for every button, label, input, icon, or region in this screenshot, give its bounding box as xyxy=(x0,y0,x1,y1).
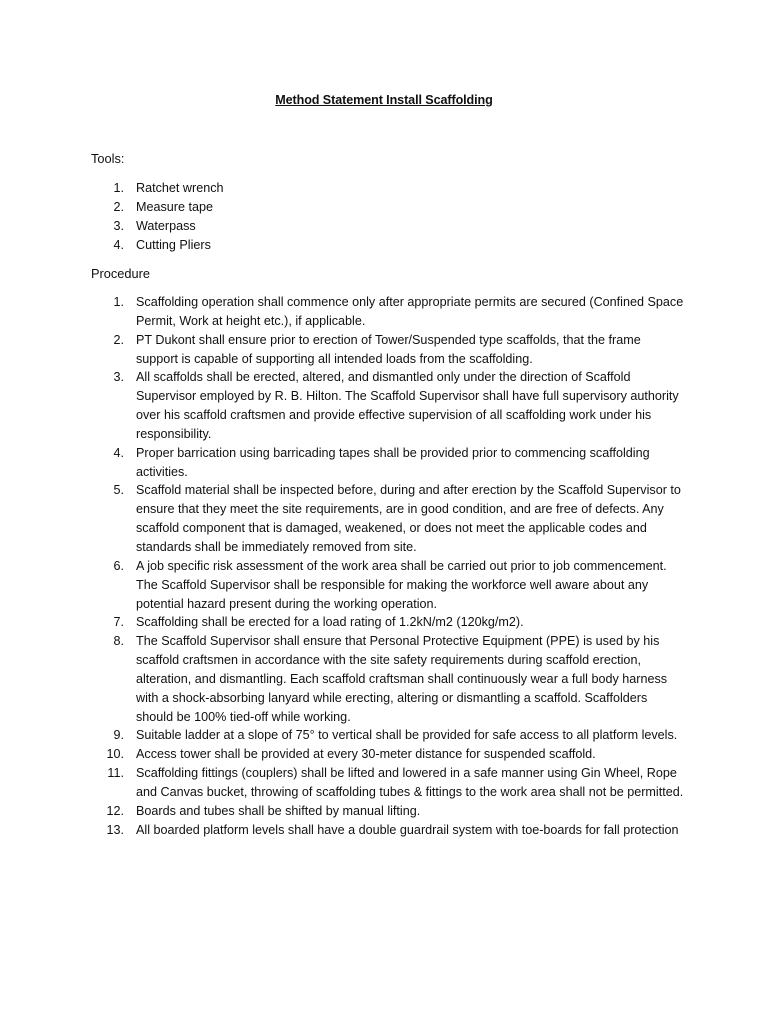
list-item-number: 6. xyxy=(113,558,124,573)
list-item-text: All boarded platform levels shall have a double guardrail system with toe-boards for fall protection xyxy=(136,822,679,837)
list-item-text: Cutting Pliers xyxy=(136,237,211,252)
document-title: Method Statement Install Scaffolding xyxy=(275,93,493,107)
list-item-text: Scaffolding fittings (couplers) shall be lifted and lowered in a safe manner using Gin Wheel, Rope and Canvas bucket, throwing of scaffolding tubes & fittings to the work area shall not be permitted. xyxy=(136,766,684,799)
procedure-list xyxy=(0,293,684,839)
procedure-heading: Procedure xyxy=(91,266,151,281)
procedure-step xyxy=(0,632,684,726)
tools-list xyxy=(0,179,536,254)
procedure-step xyxy=(0,821,684,840)
list-item-text: Scaffold material shall be inspected before, during and after erection by the Scaffold Supervisor to ensure that they meet the site requirements, are in good condition, and are free of defects. Any scaffold component that is damaged, weakened, or does not meet the applicable codes and standards shall be immediately removed from site. xyxy=(136,483,681,554)
list-item-text: Scaffolding shall be erected for a load rating of 1.2kN/m2 (120kg/m2). xyxy=(136,615,524,630)
list-item-number: 4. xyxy=(113,237,124,252)
list-item-number: 3. xyxy=(113,370,124,385)
list-item-text: A job specific risk assessment of the work area shall be carried out prior to job commencement. The Scaffold Supervisor shall be responsible for making the workforce well aware about any potential hazard present during the working operation. xyxy=(136,558,667,611)
list-item-text: Waterpass xyxy=(136,218,196,233)
procedure-step xyxy=(0,481,684,556)
list-item-text: Ratchet wrench xyxy=(136,181,224,195)
procedure-step xyxy=(0,331,684,369)
tool-item xyxy=(0,198,536,217)
list-item-number: 8. xyxy=(113,634,124,649)
tool-item xyxy=(0,236,536,255)
list-item-number: 4. xyxy=(113,445,124,460)
list-item-number: 11. xyxy=(107,766,124,781)
list-item-text: Scaffolding operation shall commence only after appropriate permits are secured (Confined Space Permit, Work at height etc.), if applicable. xyxy=(136,295,684,328)
procedure-step xyxy=(0,726,684,745)
tool-item xyxy=(0,217,536,236)
list-item-number: 7. xyxy=(113,615,124,630)
tools-heading: Tools: xyxy=(91,151,125,166)
list-item-number: 13. xyxy=(106,822,124,837)
tool-item xyxy=(0,179,536,198)
list-item-text: Access tower shall be provided at every 30-meter distance for suspended scaffold. xyxy=(136,747,596,762)
list-item-text: Proper barrication using barricading tapes shall be provided prior to commencing scaffolding activities. xyxy=(136,445,650,479)
procedure-step xyxy=(0,444,684,482)
list-item-number: 9. xyxy=(113,728,124,743)
list-item-text: The Scaffold Supervisor shall ensure that Personal Protective Equipment (PPE) is used by his scaffold craftsmen in accordance with the site safety requirements during scaffold erection, alteration, and dismantling. Each scaffold craftsman shall continuously wear a full body harness with a shock-absorbing lanyard while erecting, altering or dismantling a scaffold. Scaffolders should be 100% tied-off while working. xyxy=(136,634,668,724)
list-item-text: Suitable ladder at a slope of 75° to vertical shall be provided for safe access to all platform levels. xyxy=(136,728,678,743)
list-item-number: 10. xyxy=(106,747,124,762)
list-item-text: All scaffolds shall be erected, altered, and dismantled only under the direction of Scaffold Supervisor employed by R. B. Hilton. The Scaffold Supervisor shall have full supervisory authority over his scaffold craftsmen and provide effective supervision of all scaffolding work under his responsibility. xyxy=(136,370,679,441)
procedure-step xyxy=(0,613,684,632)
procedure-step xyxy=(0,764,684,802)
list-item-text: Measure tape xyxy=(136,199,214,214)
procedure-step xyxy=(0,293,684,331)
procedure-step xyxy=(0,802,684,821)
list-item-number: 1. xyxy=(113,181,124,195)
list-item-number: 3. xyxy=(113,218,124,233)
procedure-step xyxy=(0,557,684,614)
procedure-step xyxy=(0,745,684,764)
list-item-number: 12. xyxy=(106,803,124,818)
list-item-number: 2. xyxy=(113,332,124,347)
list-item-number: 5. xyxy=(113,483,124,498)
list-item-number: 2. xyxy=(113,199,124,214)
list-item-text: PT Dukont shall ensure prior to erection of Tower/Suspended type scaffolds, that the frame support is capable of supporting all intended loads from the scaffolding. xyxy=(136,332,641,366)
list-item-text: Boards and tubes shall be shifted by manual lifting. xyxy=(136,803,421,818)
procedure-step xyxy=(0,368,684,443)
list-item-number: 1. xyxy=(113,295,124,309)
